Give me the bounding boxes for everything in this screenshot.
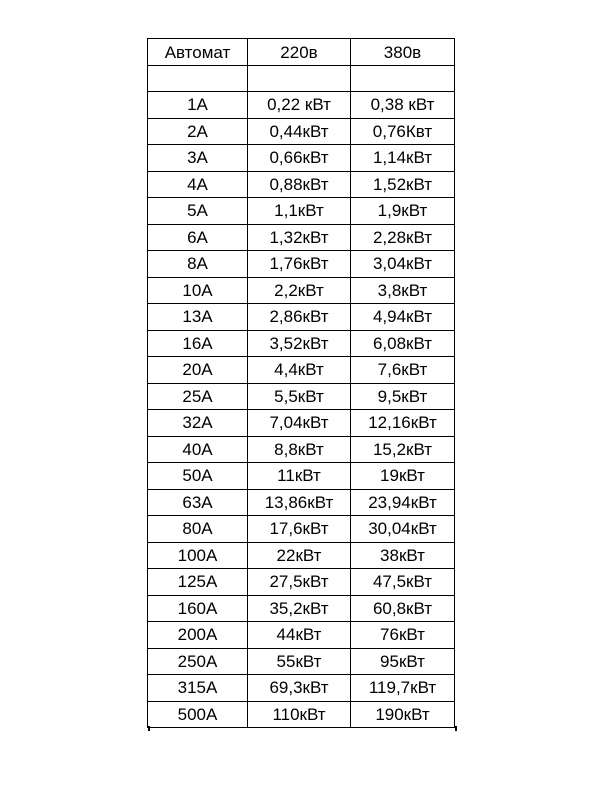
cell-380v: 3,8кВт: [351, 277, 455, 304]
cell-220v: 2,2кВт: [248, 277, 351, 304]
cell-220v: 3,52кВт: [248, 330, 351, 357]
cell-breaker: 20А: [148, 357, 248, 384]
header-row: [148, 39, 455, 66]
cell-breaker: 16А: [148, 330, 248, 357]
cell-380v: 1,52кВт: [351, 171, 455, 198]
table-row: [148, 675, 455, 702]
table-row: [148, 251, 455, 278]
breaker-power-table: [147, 38, 455, 728]
cell-220v: 5,5кВт: [248, 383, 351, 410]
cell-380v: 6,08кВт: [351, 330, 455, 357]
cell-380v: 190кВт: [351, 701, 455, 728]
cell-220v: 1,32кВт: [248, 224, 351, 251]
table-row: [148, 330, 455, 357]
cell-breaker: 1А: [148, 92, 248, 119]
cell-breaker: 500А: [148, 701, 248, 728]
cell-220v: 110кВт: [248, 701, 351, 728]
gap-cell: [248, 79, 351, 92]
cell-breaker: 200А: [148, 622, 248, 649]
cell-breaker: 63А: [148, 489, 248, 516]
table-row: [148, 224, 455, 251]
table-row: [148, 648, 455, 675]
cell-380v: 4,94кВт: [351, 304, 455, 331]
cell-220v: 1,1кВт: [248, 198, 351, 225]
cell-220v: 7,04кВт: [248, 410, 351, 437]
power-table-sheet: [147, 38, 454, 728]
cell-breaker: 250А: [148, 648, 248, 675]
empty-cell: [248, 66, 351, 80]
page-corner-mark-right: [455, 726, 457, 731]
cell-380v: 7,6кВт: [351, 357, 455, 384]
cell-220v: 4,4кВт: [248, 357, 351, 384]
cell-breaker: 5А: [148, 198, 248, 225]
empty-row: [148, 66, 455, 80]
cell-220v: 22кВт: [248, 542, 351, 569]
table-row: [148, 277, 455, 304]
page-corner-mark-left: [148, 726, 150, 731]
table-row: [148, 198, 455, 225]
cell-220v: 55кВт: [248, 648, 351, 675]
table-row: [148, 171, 455, 198]
table-row: [148, 569, 455, 596]
cell-220v: 0,66кВт: [248, 145, 351, 172]
cell-breaker: 13А: [148, 304, 248, 331]
cell-breaker: 50А: [148, 463, 248, 490]
gap-row: [148, 79, 455, 92]
cell-380v: 47,5кВт: [351, 569, 455, 596]
cell-380v: 2,28кВт: [351, 224, 455, 251]
cell-380v: 119,7кВт: [351, 675, 455, 702]
cell-380v: 0,38 кВт: [351, 92, 455, 119]
gap-cell: [351, 79, 455, 92]
cell-breaker: 8А: [148, 251, 248, 278]
table-row: [148, 595, 455, 622]
cell-380v: 95кВт: [351, 648, 455, 675]
table-row: [148, 145, 455, 172]
cell-220v: 1,76кВт: [248, 251, 351, 278]
cell-380v: 9,5кВт: [351, 383, 455, 410]
cell-breaker: 315А: [148, 675, 248, 702]
empty-cell: [148, 66, 248, 80]
table-row: [148, 463, 455, 490]
cell-220v: 0,22 кВт: [248, 92, 351, 119]
cell-breaker: 6А: [148, 224, 248, 251]
header-220v: 220в: [248, 39, 351, 66]
cell-breaker: 25А: [148, 383, 248, 410]
cell-380v: 38кВт: [351, 542, 455, 569]
header-breaker: Автомат: [148, 39, 248, 66]
cell-380v: 19кВт: [351, 463, 455, 490]
table-row: [148, 92, 455, 119]
table-row: [148, 542, 455, 569]
table-row: [148, 622, 455, 649]
cell-breaker: 125А: [148, 569, 248, 596]
cell-380v: 15,2кВт: [351, 436, 455, 463]
cell-220v: 11кВт: [248, 463, 351, 490]
empty-cell: [351, 66, 455, 80]
cell-380v: 3,04кВт: [351, 251, 455, 278]
table-row: [148, 304, 455, 331]
cell-breaker: 80А: [148, 516, 248, 543]
cell-220v: 44кВт: [248, 622, 351, 649]
cell-220v: 27,5кВт: [248, 569, 351, 596]
cell-380v: 60,8кВт: [351, 595, 455, 622]
header-380v: 380в: [351, 39, 455, 66]
cell-breaker: 2А: [148, 118, 248, 145]
cell-220v: 8,8кВт: [248, 436, 351, 463]
cell-220v: 2,86кВт: [248, 304, 351, 331]
gap-cell: [148, 79, 248, 92]
cell-380v: 0,76Квт: [351, 118, 455, 145]
table-row: [148, 516, 455, 543]
table-row: [148, 701, 455, 728]
cell-220v: 69,3кВт: [248, 675, 351, 702]
cell-220v: 35,2кВт: [248, 595, 351, 622]
cell-220v: 17,6кВт: [248, 516, 351, 543]
table-row: [148, 357, 455, 384]
cell-380v: 30,04кВт: [351, 516, 455, 543]
cell-breaker: 4А: [148, 171, 248, 198]
cell-380v: 1,9кВт: [351, 198, 455, 225]
cell-380v: 23,94кВт: [351, 489, 455, 516]
cell-380v: 12,16кВт: [351, 410, 455, 437]
table-row: [148, 410, 455, 437]
cell-breaker: 40А: [148, 436, 248, 463]
cell-220v: 0,88кВт: [248, 171, 351, 198]
table-row: [148, 436, 455, 463]
cell-380v: 1,14кВт: [351, 145, 455, 172]
cell-breaker: 3А: [148, 145, 248, 172]
cell-breaker: 32А: [148, 410, 248, 437]
cell-breaker: 10А: [148, 277, 248, 304]
cell-220v: 0,44кВт: [248, 118, 351, 145]
table-row: [148, 489, 455, 516]
table-row: [148, 118, 455, 145]
cell-220v: 13,86кВт: [248, 489, 351, 516]
cell-breaker: 100А: [148, 542, 248, 569]
table-body: [148, 39, 455, 728]
cell-380v: 76кВт: [351, 622, 455, 649]
table-row: [148, 383, 455, 410]
cell-breaker: 160А: [148, 595, 248, 622]
